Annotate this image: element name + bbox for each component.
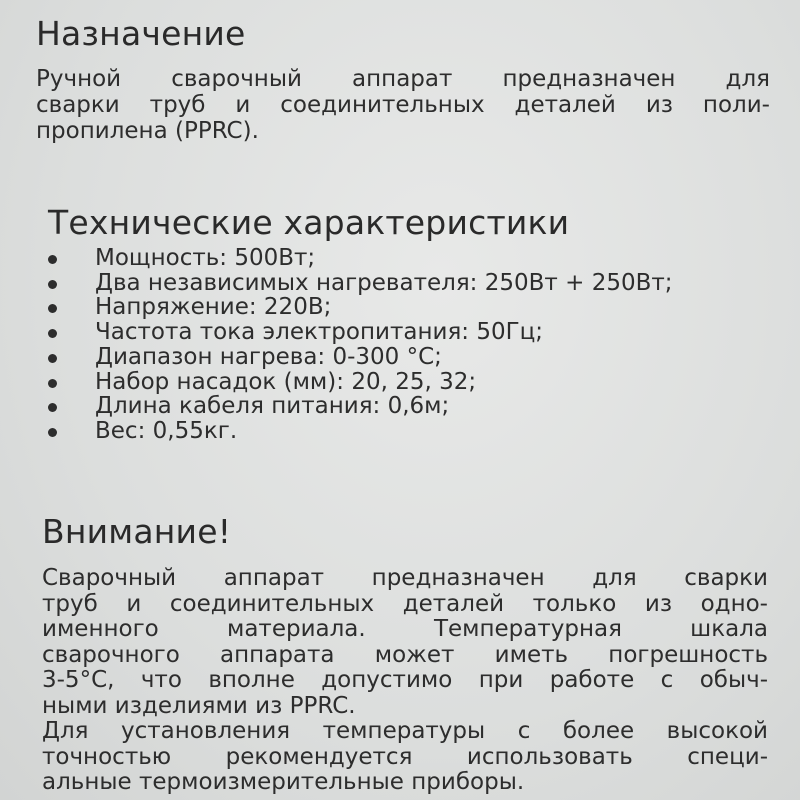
warning-line: ными изделиями из PPRC. (42, 692, 356, 719)
warning-heading: Внимание! (42, 512, 232, 551)
bullet-icon (48, 329, 57, 338)
spec-item-text: Мощность: 500Вт; (95, 245, 316, 271)
warning-line: сварочного аппарата может иметь погрешность (42, 641, 768, 668)
spec-item-text: Длина кабеля питания: 0,6м; (95, 393, 450, 420)
purpose-paragraph (36, 66, 770, 144)
specs-heading: Технические характеристики (48, 203, 570, 242)
bullet-icon (48, 403, 57, 412)
spec-item-text: Напряжение: 220В; (95, 294, 332, 321)
spec-item-text: Набор насадок (мм): 20, 25, 32; (95, 368, 477, 395)
warning-line: Для установления температуры с более высокой (42, 718, 768, 744)
spec-item-text: Два независимых нагревателя: 250Вт + 250Вт; (95, 269, 673, 296)
spec-item-text: Вес: 0,55кг. (95, 417, 238, 444)
purpose-heading: Назначение (36, 14, 246, 53)
bullet-icon (48, 280, 57, 289)
bullet-icon (48, 354, 57, 363)
warning-line: точностью рекомендуется использовать специ- (42, 743, 768, 770)
spec-item (44, 419, 673, 444)
warning-line: именного материала. Температурная шкала (42, 616, 768, 642)
spec-item (44, 271, 673, 296)
bullet-icon (48, 304, 57, 313)
spec-item-text: Диапазон нагрева: 0-300 °С; (95, 343, 442, 370)
purpose-line: Ручной сварочный аппарат предназначен для (36, 66, 770, 92)
bullet-icon (48, 379, 57, 388)
spec-item-text: Частота тока электропитания: 50Гц; (95, 319, 544, 346)
warning-line: труб и соединительных деталей только из одно- (42, 590, 768, 617)
spec-item (44, 345, 673, 370)
purpose-line: пропилена (PPRC). (36, 118, 259, 144)
spec-item (44, 320, 673, 345)
warning-line: 3-5°С, что вполне допустимо при работе с обыч- (42, 667, 768, 693)
spec-item (44, 295, 673, 320)
warning-line: альные термоизмерительные приборы. (42, 769, 525, 795)
specs-list (44, 246, 673, 444)
warning-paragraph (42, 566, 768, 796)
spec-item (44, 394, 673, 419)
warning-line: Сварочный аппарат предназначен для сварки (42, 565, 768, 591)
bullet-icon (48, 255, 57, 264)
purpose-line: сварки труб и соединительных деталей из поли- (36, 92, 770, 118)
spec-item (44, 370, 673, 395)
bullet-icon (48, 428, 57, 437)
spec-item (44, 246, 673, 271)
